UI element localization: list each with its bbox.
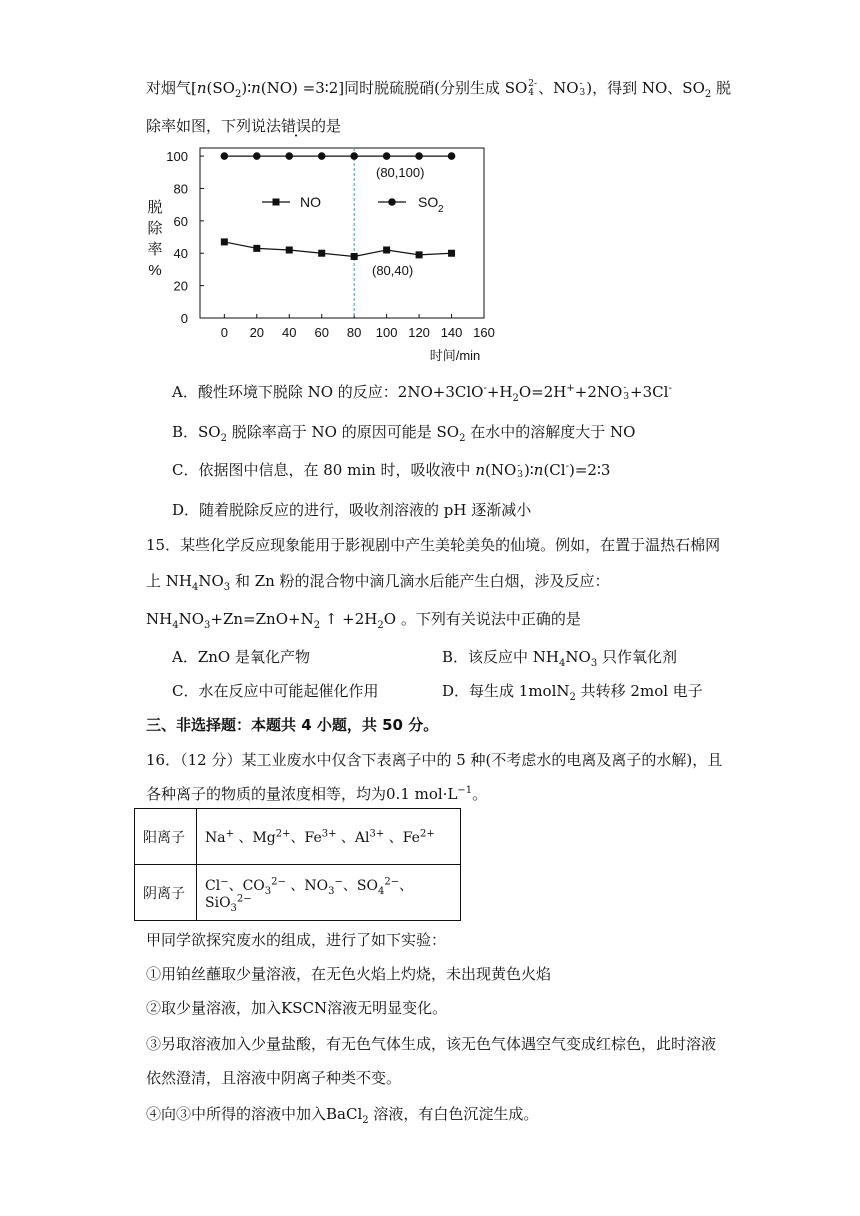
emphasis-wrong: 错误 xyxy=(281,117,312,135)
text: )∶ xyxy=(241,79,252,97)
legend-no-label: NO xyxy=(300,194,321,210)
text: D．每生成 1molN xyxy=(442,682,570,700)
sup: - xyxy=(565,461,569,472)
text: +Zn=ZnO+N xyxy=(210,610,314,628)
anion-list: Cl−、$CO_3^{2-}$ 、$NO_3^-$、$SO_4^{2-}$、SiO$_3^{2-}$ xyxy=(197,865,461,921)
data-point-no xyxy=(416,251,423,258)
data-point-no xyxy=(253,245,260,252)
data-point-so2 xyxy=(448,152,456,160)
q16-experiment-3-line-1 xyxy=(146,1034,716,1054)
text: )，得到 NO、SO xyxy=(586,79,705,97)
sup: - xyxy=(483,383,487,394)
text: (NO) =3∶2]同时脱硫脱硝(分别生成 SO xyxy=(260,79,528,97)
text: 上 NH xyxy=(146,572,192,590)
q15-option-a xyxy=(172,647,310,667)
text: A．酸性环境下脱除 NO 的反应：2NO+3ClO xyxy=(172,383,484,401)
legend-so2-label: SO xyxy=(418,194,439,210)
x-tick-label: 120 xyxy=(408,325,430,340)
text: (SO xyxy=(206,79,235,97)
sub-2: 2 xyxy=(569,692,576,703)
q16-stem-line-2 xyxy=(146,784,487,804)
italic-n: n xyxy=(533,461,544,479)
text: A．ZnO 是氧化产物 xyxy=(172,648,310,666)
data-point-so2 xyxy=(350,152,358,160)
text: )=2∶3 xyxy=(568,461,611,479)
q16-experiment-4 xyxy=(146,1104,538,1124)
removal-rate-chart xyxy=(0,140,860,370)
text: 只作氧化剂 xyxy=(597,648,677,666)
sup: - xyxy=(668,383,672,394)
annotation-80-40: (80,40) xyxy=(372,263,414,278)
intro-line-2 xyxy=(146,116,341,136)
x-tick-label: 140 xyxy=(440,325,463,340)
text: O=2H xyxy=(518,383,567,401)
q16-experiment-3-line-2 xyxy=(146,1068,401,1088)
text: B．SO xyxy=(172,423,221,441)
no3-charge: - 3 xyxy=(579,79,586,98)
q15-option-c xyxy=(172,681,378,701)
text: ④向③中所得的溶液中加入BaCl xyxy=(146,1105,363,1123)
text: B．该反应中 NH xyxy=(442,648,559,666)
q15-option-b xyxy=(442,647,677,667)
sub-2: 2 xyxy=(313,620,321,631)
italic-n: n xyxy=(196,79,207,97)
text: NO xyxy=(565,648,591,666)
data-point-no xyxy=(318,250,325,257)
y-tick-label: 60 xyxy=(173,213,188,229)
sub-2: 2 xyxy=(220,433,227,444)
text: 溶液，有白色沉淀生成。 xyxy=(368,1105,539,1123)
legend-no-marker xyxy=(273,199,280,206)
sub: 4 xyxy=(559,658,566,669)
x-tick-label: 20 xyxy=(249,325,265,340)
y-tick-label: 40 xyxy=(173,246,188,262)
no3-charge: - 3 xyxy=(517,461,524,480)
data-point-no xyxy=(221,238,228,245)
legend-so2-marker xyxy=(388,198,396,206)
text: ↑ +2H xyxy=(320,610,378,628)
anion-header: 阴离子 xyxy=(135,865,197,921)
text: NO xyxy=(198,572,224,590)
annotation-80-100: (80,100) xyxy=(376,165,425,180)
text: ③另取溶液加入少量盐酸，有无色气体生成，该无色气体遇空气变成红棕色，此时溶液 xyxy=(146,1035,717,1053)
text: 的是 xyxy=(311,117,342,135)
sub: 3 xyxy=(590,658,598,669)
q15-option-d xyxy=(442,681,703,701)
text: )∶ xyxy=(524,461,534,479)
y-tick-label: 0 xyxy=(180,311,188,326)
q14-option-a xyxy=(172,382,672,402)
ions-table xyxy=(134,808,461,921)
text: NO xyxy=(178,610,205,628)
no3-charge: - 3 xyxy=(623,383,630,402)
text: C．依据图中信息，在 80 min 时，吸收液中 xyxy=(172,461,476,479)
text: 在水中的溶解度大于 NO xyxy=(465,423,636,441)
text: 15．某些化学反应现象能用于影视剧中产生美轮美奂的仙境。例如，在置于温热石棉网 xyxy=(146,536,721,554)
text: 脱 xyxy=(711,79,732,97)
q16-experiment-intro xyxy=(146,930,446,950)
data-point-no xyxy=(286,247,293,254)
data-point-so2 xyxy=(253,152,261,160)
sub-2: 2 xyxy=(512,393,519,404)
text: 。 xyxy=(472,785,488,803)
text: 依然澄清，且溶液中阴离子种类不变。 xyxy=(146,1069,402,1087)
data-point-no xyxy=(448,250,455,257)
data-point-so2 xyxy=(221,152,229,160)
q15-stem-line-1 xyxy=(146,535,720,555)
text: 甲同学欲探究废水的组成，进行了如下实验： xyxy=(146,931,447,949)
sub-2: 2 xyxy=(377,620,384,631)
text: 脱除率高于 NO 的原因可能是 SO xyxy=(226,423,460,441)
y-axis-label-char: 除 xyxy=(147,220,163,237)
cation-list: Na+ 、$Mg^{2+}$、$Fe^{3+}$ 、$Al^{3+}$ 、$Fe^{2+}$ xyxy=(197,809,461,865)
x-axis-label: 时间/min xyxy=(429,348,481,363)
italic-n: n xyxy=(251,79,261,97)
q16-experiment-1 xyxy=(146,964,551,984)
x-tick-label: 40 xyxy=(282,325,297,340)
x-tick-label: 160 xyxy=(473,325,495,340)
x-tick-label: 60 xyxy=(314,325,329,340)
data-point-no xyxy=(351,253,358,260)
data-point-so2 xyxy=(318,152,326,160)
y-axis-label-char: 脱 xyxy=(147,199,163,216)
text: +H xyxy=(486,383,513,401)
so4-charge: 2- 4 xyxy=(528,79,538,98)
sub-2: 2 xyxy=(704,89,712,100)
x-tick-label: 0 xyxy=(220,325,228,340)
text: D．随着脱除反应的进行，吸收剂溶液的 pH 逐渐减小 xyxy=(172,501,532,519)
cation-header: 阳离子 xyxy=(135,809,197,865)
q14-option-c xyxy=(172,460,610,480)
data-point-so2 xyxy=(415,152,423,160)
text: 除率如图，下列说法 xyxy=(146,117,282,135)
text: ①用铂丝蘸取少量溶液，在无色火焰上灼烧，未出现黄色火焰 xyxy=(146,965,552,983)
text: C．水在反应中可能起催化作用 xyxy=(172,682,379,700)
text: 16．（12 分）某工业废水中仅含下表离子中的 5 种(不考虑水的电离及离子的水解)，且 xyxy=(146,751,723,769)
table-row xyxy=(135,809,461,865)
text: NH xyxy=(146,610,173,628)
y-axis-label-char: 率 xyxy=(147,241,163,258)
q16-stem-line-1 xyxy=(146,750,722,770)
text: 三、非选择题：本题共 4 小题，共 50 分。 xyxy=(146,716,439,734)
sub: 3 xyxy=(223,582,231,593)
q15-stem-line-2 xyxy=(146,571,610,591)
q14-option-b xyxy=(172,422,635,442)
intro-line-1 xyxy=(146,78,731,98)
q16-experiment-2 xyxy=(146,998,447,1018)
x-tick-label: 100 xyxy=(375,325,398,340)
text: 对烟气[ xyxy=(146,79,197,97)
q15-equation-line xyxy=(146,609,581,629)
y-axis-label-char: % xyxy=(148,262,162,279)
sub-2: 2 xyxy=(459,433,466,444)
text: 各种离子的物质的量浓度相等，均为0.1 mol·L xyxy=(146,785,458,803)
italic-n: n xyxy=(475,461,485,479)
y-tick-label: 80 xyxy=(173,181,188,197)
text: +3Cl xyxy=(630,383,669,401)
plot-frame xyxy=(200,148,484,318)
y-tick-label: 20 xyxy=(173,278,188,294)
data-point-so2 xyxy=(285,152,293,160)
q14-option-d xyxy=(172,500,531,520)
data-point-no xyxy=(383,247,390,254)
legend-so2-subscript: 2 xyxy=(438,204,444,215)
text: +2NO xyxy=(574,383,623,401)
sub: 3 xyxy=(204,620,211,631)
text: ②取少量溶液，加入KSCN溶液无明显变化。 xyxy=(146,999,448,1017)
data-point-so2 xyxy=(383,152,391,160)
x-tick-label: 80 xyxy=(346,325,362,340)
text: (NO xyxy=(485,461,517,479)
sub: 4 xyxy=(191,582,199,593)
text: O 。下列有关说法中正确的是 xyxy=(383,610,581,628)
sub-2: 2 xyxy=(234,89,242,100)
text: 、NO xyxy=(538,79,579,97)
y-tick-label: 100 xyxy=(166,149,188,165)
sup: + xyxy=(566,383,575,394)
section-3-heading xyxy=(146,715,438,735)
text: 共转移 2mol 电子 xyxy=(575,682,703,700)
sub: 4 xyxy=(172,620,179,631)
text: 和 Zn 粉的混合物中滴几滴水后能产生白烟，涉及反应： xyxy=(230,572,610,590)
sup: −1 xyxy=(457,785,473,796)
text: (Cl xyxy=(543,461,566,479)
sub-2: 2 xyxy=(362,1115,369,1126)
table-row xyxy=(135,865,461,921)
